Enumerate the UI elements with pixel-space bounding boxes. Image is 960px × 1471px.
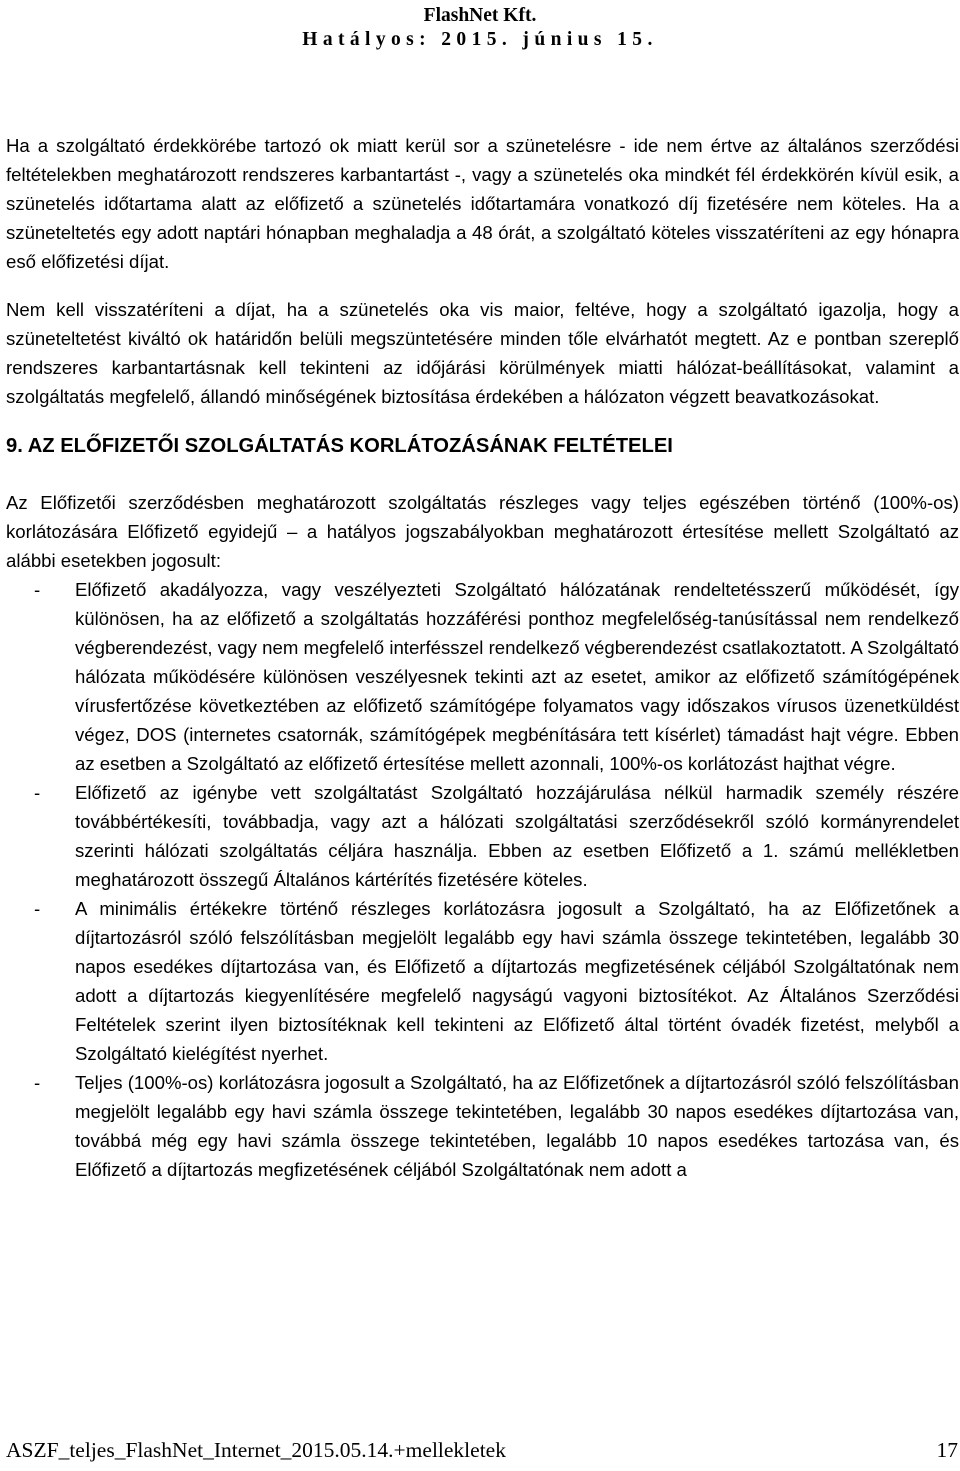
list-item (6, 575, 959, 778)
paragraph-interruption-refund: Ha a szolgáltató érdekkörébe tartozó ok miatt kerül sor a szünetelésre - ide nem értve az általános szerződési feltételekben meghatározott rendszeres karbantartást -, vagy a szünetelés oka mindkét fél érdekkörén kívül esik, a szünetelés időtartama alatt az előfizető a szünetelés időtartamára vonatkozó díj fizetésére nem köteles. Ha a szüneteltetés egy adott naptári hónapban meghaladja a 48 órát, a szolgáltató köteles visszatéríteni az egy hónapra eső előfizetési díjat. (6, 135, 959, 272)
list-item (6, 894, 959, 1068)
list-item-text: Előfizető az igénybe vett szolgáltatást Szolgáltató hozzájárulása nélkül harmadik személy részére továbbértékesíti, továbbadja, vagy azt a hálózati szolgáltatási szerződésekről szóló kormányrendelet szerinti hálózati szolgáltatás céljára használja. Ebben az esetben Előfizető a 1. számú mellékletben meghatározott összegű Általános kártérítés fizetésére köteles. (75, 782, 959, 890)
section-intro: Az Előfizetői szerződésben meghatározott szolgáltatás részleges vagy teljes egészében történő (100%-os) korlátozására Előfizető egyidejű – a hatályos jogszabályokban meghatározott értesítése mellett Szolgáltató az alábbi esetekben jogosult: (6, 492, 959, 571)
list-item (6, 778, 959, 894)
list-item-text: Előfizető akadályozza, vagy veszélyezteti Szolgáltató hálózatának rendeltetésszerű működését, így különösen, ha az előfizető a szolgáltatás hozzáférési ponthoz megfelelőség-tanúsítással nem rendelkező végberendezést, vagy nem megfelelő interfésszel rendelkező végberendezést csatlakoztatott. A Szolgáltató hálózata működésére különösen veszélyesnek tekinti azt az esetet, amikor az előfizető számítógépének vírusfertőzése következtében az előfizető számítógépe folyamatos vagy időszakos vírusos üzenetküldést végez, DOS (internetes csatornák, számítógépek megbénítására tett kísérlet) támadást hajt végre. Ebben az esetben a Szolgáltató az előfizető értesítése mellett azonnali, 100%-os korlátozást hajthat végre. (75, 579, 959, 774)
list-item-text: Teljes (100%-os) korlátozásra jogosult a Szolgáltató, ha az Előfizetőnek a díjtartozásról szóló felszólításban megjelölt legalább egy havi számla összege tekintetében, legalább 30 napos esedékes díjtartozása van, továbbá még egy havi számla összege tekintetében, legalább 10 napos esedékes tartozása van, és Előfizető a díjtartozás megfizetésének céljából Szolgáltatónak nem adott a (75, 1072, 959, 1180)
list-item (6, 1068, 959, 1184)
company-name: FlashNet Kft. (423, 5, 537, 26)
page-footer (6, 1435, 958, 1465)
effective-date: Hatályos: 2015. június 15. (302, 29, 658, 50)
paragraph-vis-maior: Nem kell visszatéríteni a díjat, ha a szünetelés oka vis maior, feltéve, hogy a szolgáltató igazolja, hogy a szüneteltetést kiváltó ok határidőn belüli megszüntetésére minden tőle elvárhatót megtett. Az e pontban szereplő rendszeres karbantartásnak kell tekinteni az időjárási körülmények miatti hálózat-beállításokat, valamint a szolgáltatás megfelelő, állandó minőségének biztosítása érdekében a hálózaton végzett beavatkozásokat. (6, 299, 959, 407)
section-heading: 9. AZ ELŐFIZETŐI SZOLGÁLTATÁS KORLÁTOZÁSÁNAK FELTÉTELEI (6, 435, 673, 457)
page-number: 17 (936, 1438, 958, 1462)
bullet-dash: - (34, 579, 41, 600)
bullet-dash: - (34, 782, 41, 803)
list-item-text: A minimális értékekre történő részleges korlátozásra jogosult a Szolgáltató, ha az Előfizetőnek a díjtartozásról szóló felszólításban megjelölt legalább egy havi számla összege tekintetében, legalább 30 napos esedékes díjtartozása van, és Előfizető a díjtartozás megfizetésének céljából Szolgáltatónak nem adott a díjtartozás kiegyenlítésére megfelelő nagyságú vagyoni biztosítékot. Az Általános Szerződési Feltételek szerint ilyen biztosítéknak kell tekinteni az Előfizető által történt óvadék fizetést, melyből a Szolgáltató kielégítést nyerhet. (75, 898, 959, 1064)
bullet-dash: - (34, 1072, 41, 1093)
restriction-cases-list (6, 575, 959, 1184)
page-header (0, 4, 960, 52)
document-body (6, 131, 959, 1184)
document-filename: ASZF_teljes_FlashNet_Internet_2015.05.14.+mellekletek (6, 1438, 506, 1462)
bullet-dash: - (34, 898, 41, 919)
